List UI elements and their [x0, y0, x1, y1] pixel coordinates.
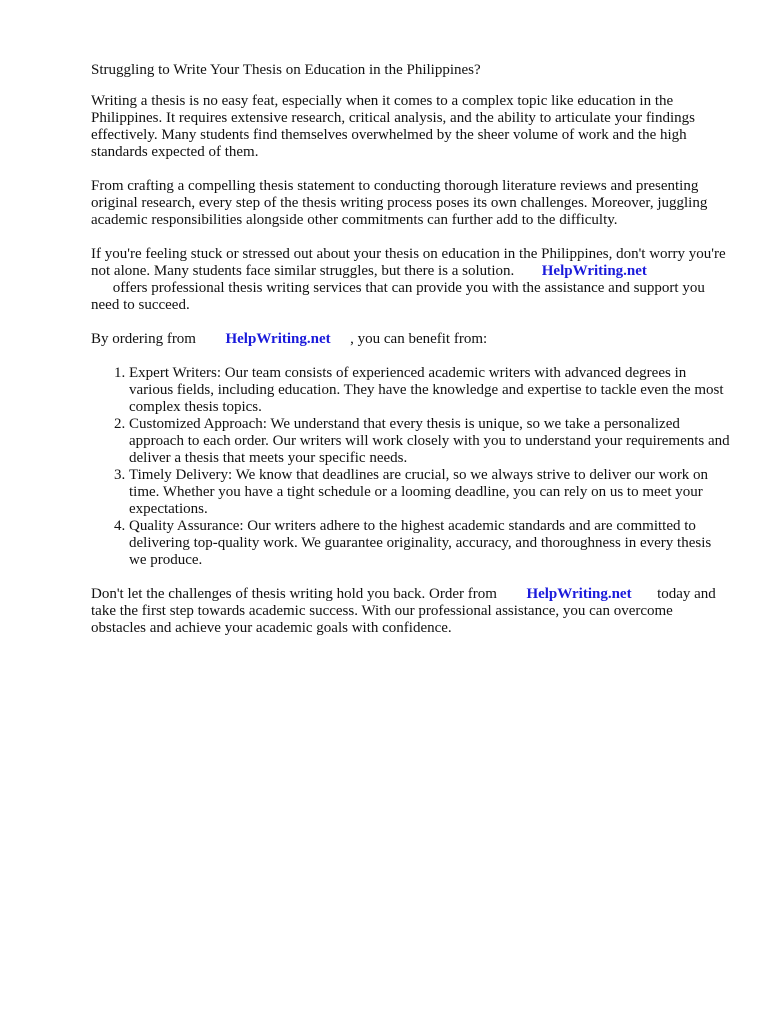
paragraph-solution-text-after: offers professional thesis writing services that can provide you with the assistance and support you need to succeed. — [91, 280, 705, 313]
list-item: 2. Customized Approach: We understand that every thesis is unique, so we take a personalized approach to each order. Our writers will work closely with you to understand your requirements and deliver a thesis that meets your specific needs. — [129, 416, 731, 467]
list-item: 4. Quality Assurance: Our writers adhere to the highest academic standards and are committed to delivering top-quality work. We guarantee originality, accuracy, and thoroughness in every thesis we produce. — [129, 518, 731, 569]
paragraph-closing-text-after: today and take the first step towards academic success. With our professional assistance, you can overcome obstacles and achieve your academic goals with confidence. — [91, 586, 716, 636]
paragraph-solution-text-before: If you're feeling stuck or stressed out about your thesis on education in the Philippines, don't worry you're not alone. Many students face similar struggles, but there is a solution. — [91, 246, 726, 279]
paragraph-benefits-text-after: , you can benefit from: — [350, 331, 488, 347]
paragraph-challenges: From crafting a compelling thesis statement to conducting thorough literature reviews and presenting original research, every step of the thesis writing process poses its own challenges. Moreover, juggling academic responsibilities alongside other commitments can further add to the difficulty. — [91, 178, 708, 228]
helpwriting-link-1[interactable]: HelpWriting.net — [541, 263, 647, 279]
list-item: 3. Timely Delivery: We know that deadlines are crucial, so we always strive to deliver our work on time. Whether you have a tight schedule or a looming deadline, you can rely on us to meet your expectations. — [129, 467, 731, 518]
document-title: Struggling to Write Your Thesis on Education in the Philippines? — [91, 62, 481, 78]
paragraph-closing-text-before: Don't let the challenges of thesis writing hold you back. Order from — [91, 586, 497, 602]
paragraph-benefits-text-before: By ordering from — [91, 331, 196, 347]
paragraph-intro: Writing a thesis is no easy feat, especially when it comes to a complex topic like education in the Philippines. It requires extensive research, critical analysis, and the ability to articulate your findings effectively. Many students find themselves overwhelmed by the sheer volume of work and the high standards expected of them. — [91, 93, 695, 160]
helpwriting-link-3[interactable]: HelpWriting.net — [526, 586, 632, 602]
helpwriting-link-2[interactable]: HelpWriting.net — [225, 331, 331, 347]
benefits-list — [91, 365, 731, 569]
document-body — [91, 62, 731, 654]
paragraph-benefits-intro — [91, 331, 731, 348]
paragraph-solution — [91, 246, 731, 314]
list-item: 1. Expert Writers: Our team consists of experienced academic writers with advanced degrees in various fields, including education. They have the knowledge and expertise to tackle even the most complex thesis topics. — [129, 365, 731, 416]
paragraph-closing — [91, 586, 731, 637]
